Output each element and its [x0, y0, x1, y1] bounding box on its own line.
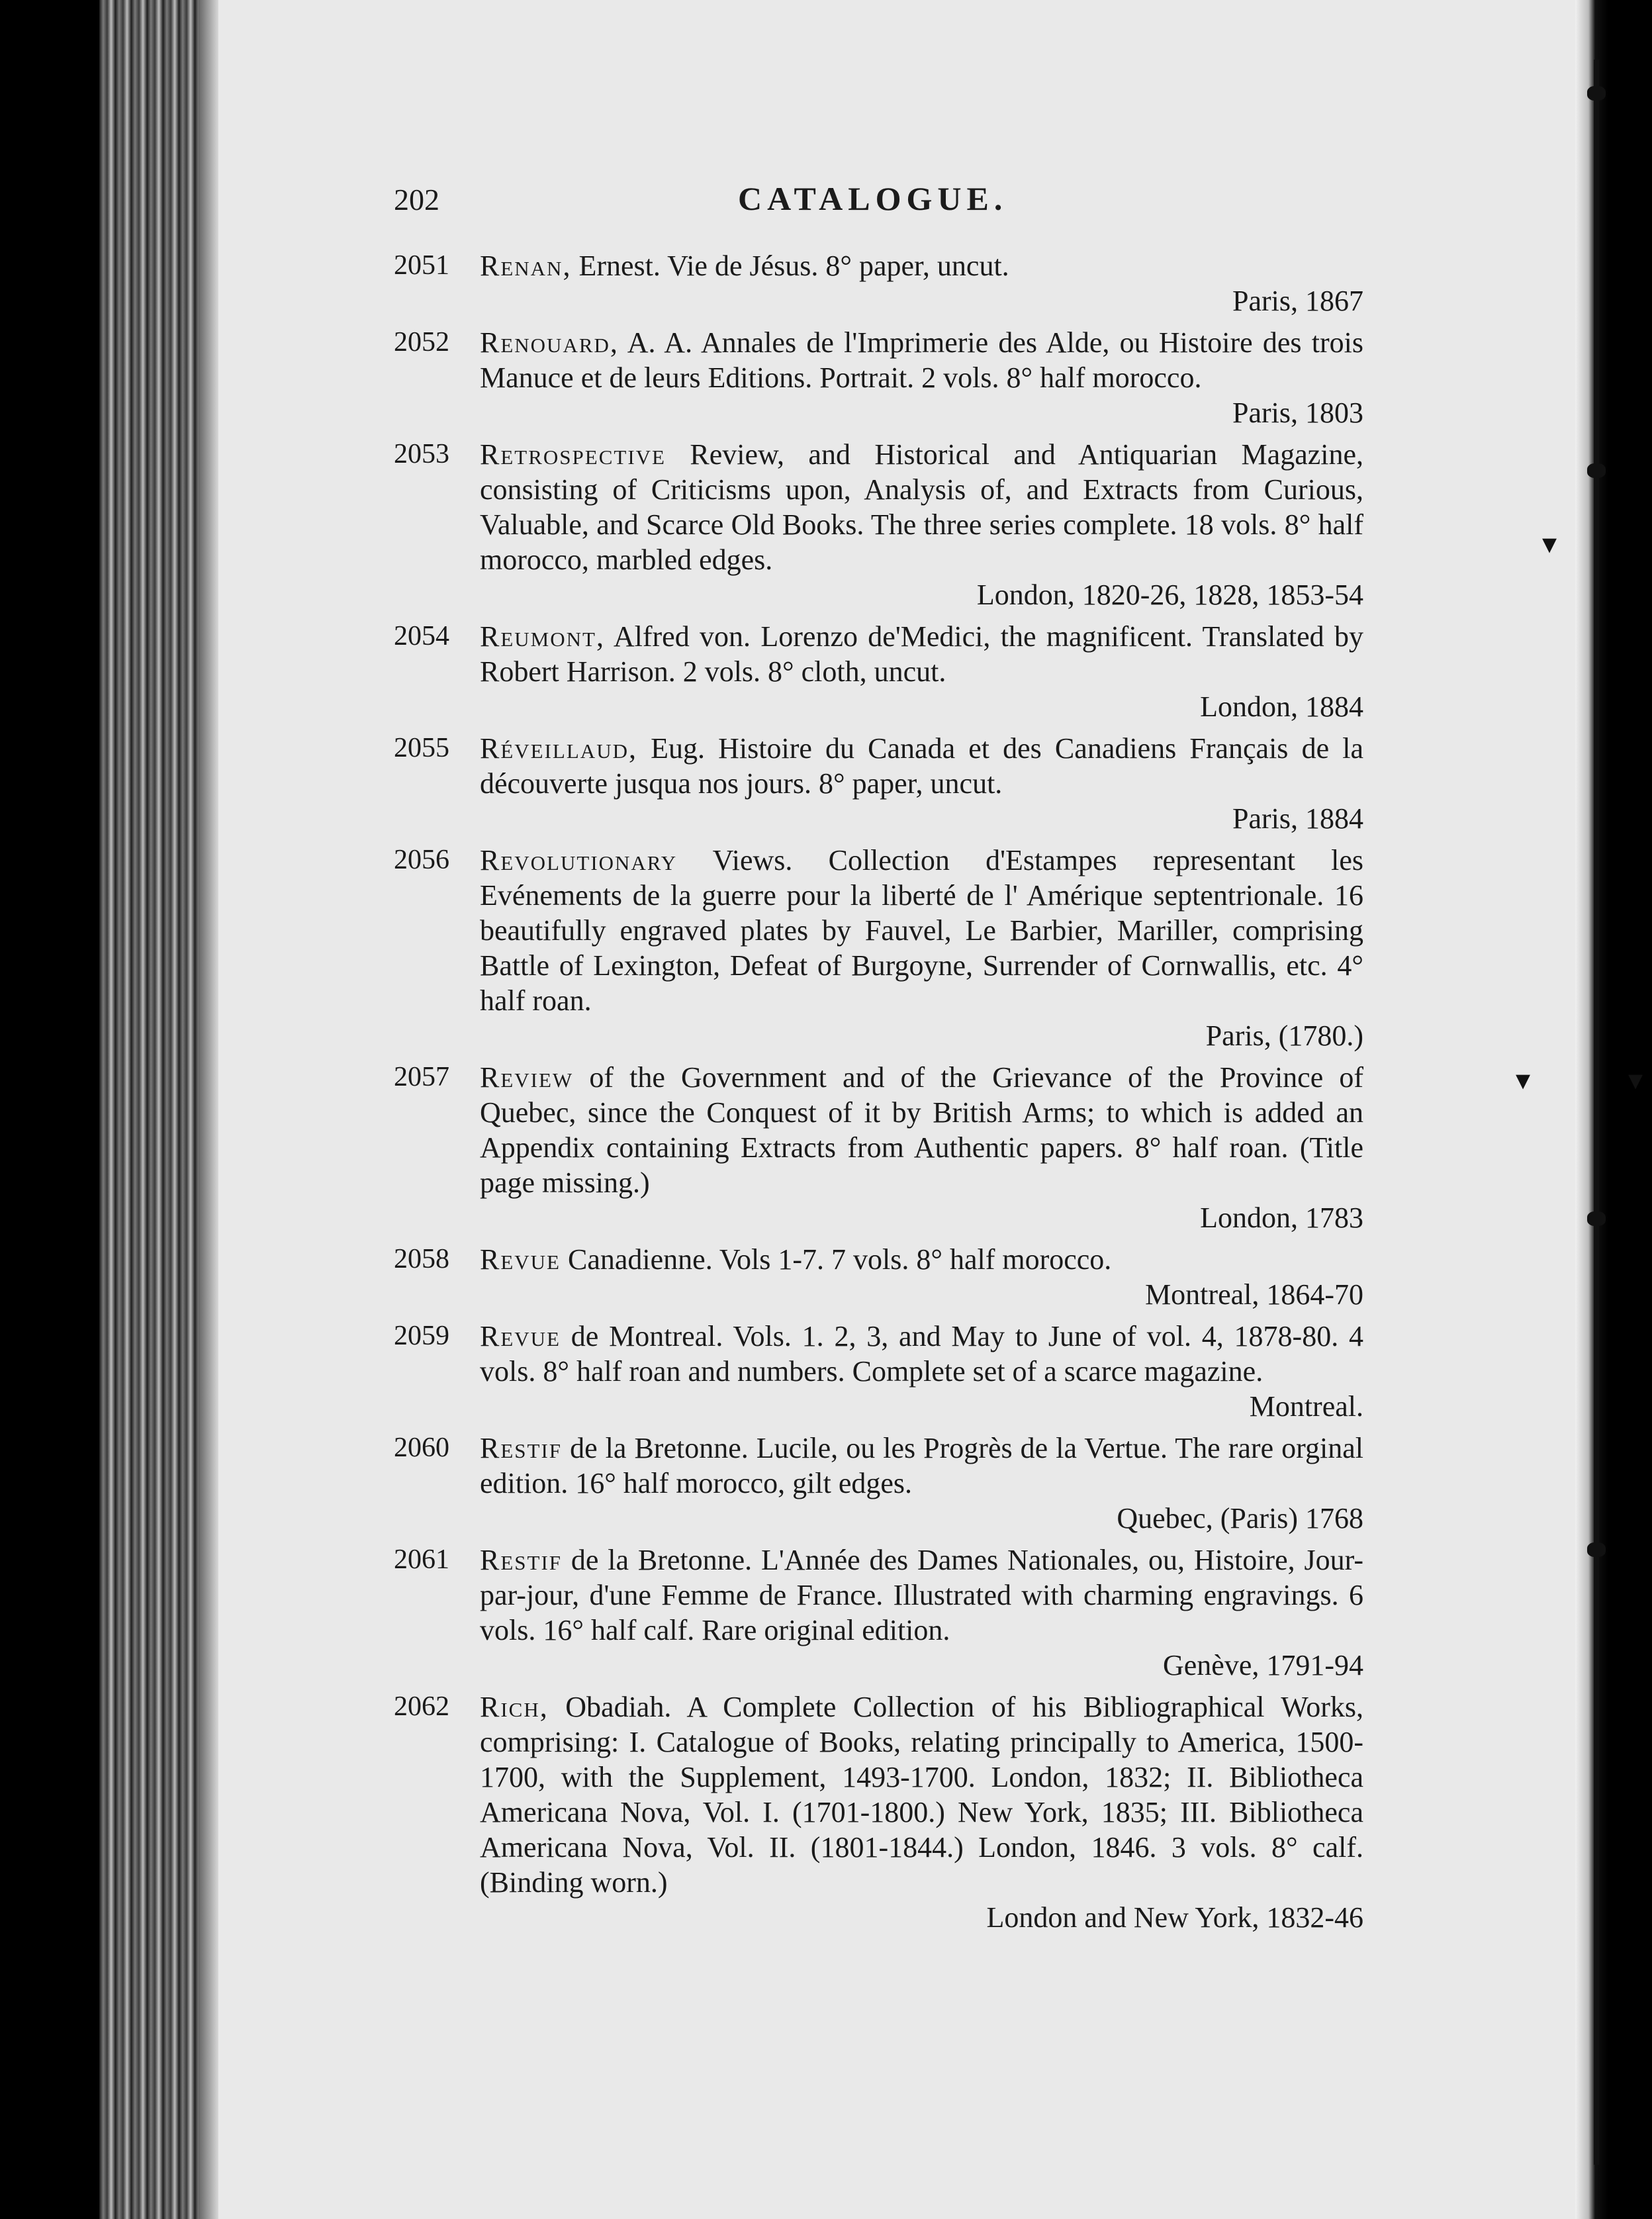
entry-description: Eug. Histoire du Canada et des Canadiens Français de la découverte jusqua nos jours. 8° paper, uncut.: [480, 732, 1363, 800]
book-page-edges: [99, 0, 199, 2219]
entry-number: 2057: [394, 1062, 449, 1092]
entry-imprint: Montreal, 1864-70: [1145, 1278, 1363, 1311]
entry-imprint: Paris, 1867: [1232, 285, 1363, 317]
entry-description: Obadiah. A Complete Collection of his Bibliographical Works, comprising: I. Catalogue of Books, relating principally to America, 1500-1700, with the Supplement, 1493-1700. London, 1832; II. Bibliotheca Americana Nova, Vol. I. (1701-1800.) New York, 1835; III. Bibliotheca Americana Nova, Vol. II. (1801-1844.) London, 1846. 3 vols. 8° calf. (Binding worn.): [480, 1691, 1363, 1899]
page-edge-shadow: [199, 0, 218, 2219]
catalogue-entry: [394, 248, 1363, 318]
entry-number: 2052: [394, 327, 449, 357]
entry-description: Review, and Historical and Antiquarian Magazine, consisting of Criticisms upon, Analysis of, and Extracts from Curious, Valuable, and Scarce Old Books. The three series complete. 18 vols. 8° half morocco, marbled edges.: [480, 438, 1363, 576]
entry-description: of the Government and of the Grievance of the Province of Quebec, since the Conquest of it by British Arms; to which is added an Appendix containing Extracts from Authentic papers. 8° half roan. (Title page missing.): [480, 1061, 1363, 1199]
catalogue-entry: [394, 1319, 1363, 1424]
entry-description: Canadienne. Vols 1-7. 7 vols. 8° half morocco.: [561, 1243, 1112, 1276]
entry-description: Views. Collection d'Estampes representant les Evénements de la guerre pour la liberté de l' Amérique septentrionale. 16 beautifully engraved plates by Fauvel, Le Barbier, Mariller, comprising Battle of Lexington, Defeat of Burgoyne, Surrender of Cornwallis, etc. 4° half roan.: [480, 844, 1363, 1017]
entry-imprint: London, 1820-26, 1828, 1853-54: [976, 579, 1363, 611]
entry-number: 2061: [394, 1544, 449, 1575]
entry-imprint: Genève, 1791-94: [1162, 1649, 1363, 1681]
entry-imprint: London and New York, 1832-46: [986, 1901, 1363, 1934]
catalogue-entry: [394, 1060, 1363, 1235]
entry-author: Revue: [480, 1320, 561, 1352]
entry-description: A. A. Annales de l'Imprimerie des Alde, ou Histoire des trois Manuce et de leurs Editions. Portrait. 2 vols. 8° half morocco.: [480, 326, 1363, 394]
catalogue-entries: [394, 248, 1363, 1942]
entry-author: Renouard,: [480, 326, 619, 359]
entry-number: 2062: [394, 1691, 449, 1722]
entry-author: Review: [480, 1061, 574, 1094]
entry-number: 2053: [394, 439, 449, 469]
catalogue-entry: [394, 731, 1363, 836]
entry-imprint: London, 1783: [1200, 1202, 1363, 1234]
entry-author: Rich,: [480, 1691, 549, 1723]
entry-author: Restif: [480, 1544, 563, 1576]
page-number: 202: [394, 183, 439, 216]
entry-imprint: Paris, (1780.): [1205, 1019, 1363, 1052]
entry-description: de la Bretonne. Lucile, ou les Progrès de la Vertue. The rare orginal edition. 16° half morocco, gilt edges.: [480, 1432, 1363, 1499]
catalogue-entry: [394, 1689, 1363, 1935]
entry-author: Revolutionary: [480, 844, 678, 876]
entry-description: Alfred von. Lorenzo de'Medici, the magnificent. Translated by Robert Harrison. 2 vols. 8° cloth, uncut.: [480, 620, 1363, 688]
entry-imprint: London, 1884: [1200, 690, 1363, 723]
binding-thread: [1594, 60, 1599, 2165]
entry-description: de Montreal. Vols. 1. 2, 3, and May to June of vol. 4, 1878-80. 4 vols. 8° half roan and numbers. Complete set of a scarce magazine.: [480, 1320, 1363, 1388]
catalogue-entry: [394, 1431, 1363, 1536]
margin-mark-icon: ▾: [1542, 528, 1557, 560]
entry-imprint: Montreal.: [1249, 1390, 1363, 1423]
entry-description: Ernest. Vie de Jésus. 8° paper, uncut.: [571, 250, 1009, 282]
entry-number: 2060: [394, 1433, 449, 1463]
margin-mark-icon: ▾: [1628, 1064, 1643, 1096]
running-head: CATALOGUE.: [738, 180, 1008, 217]
entry-number: 2059: [394, 1321, 449, 1351]
entry-author: Renan,: [480, 250, 572, 282]
binding-notch: [1587, 1542, 1606, 1557]
entry-number: 2058: [394, 1244, 449, 1274]
entry-number: 2051: [394, 250, 449, 281]
entry-author: Revue: [480, 1243, 561, 1276]
entry-author: Retrospective: [480, 438, 666, 471]
binding-notch: [1587, 86, 1606, 101]
entry-author: Réveillaud,: [480, 732, 637, 765]
page-header: [394, 182, 1373, 228]
catalogue-entry: [394, 843, 1363, 1053]
catalogue-entry: [394, 619, 1363, 724]
entry-number: 2054: [394, 621, 449, 651]
binding-notch: [1587, 463, 1606, 478]
entry-description: de la Bretonne. L'Année des Dames Nationales, ou, Histoire, Jour-par-jour, d'une Femme de France. Illustrated with charming engravings. 6 vols. 16° half calf. Rare original edition.: [480, 1544, 1363, 1646]
right-binding-edge: [1575, 0, 1608, 2219]
entry-number: 2055: [394, 733, 449, 763]
entry-author: Restif: [480, 1432, 563, 1464]
margin-mark-icon: ▾: [1516, 1064, 1531, 1096]
entry-author: Reumont,: [480, 620, 605, 653]
catalogue-entry: [394, 1242, 1363, 1312]
catalogue-entry: [394, 325, 1363, 430]
entry-imprint: Quebec, (Paris) 1768: [1117, 1502, 1363, 1534]
entry-number: 2056: [394, 845, 449, 875]
binding-notch: [1587, 1211, 1606, 1226]
entry-imprint: Paris, 1803: [1232, 397, 1363, 429]
catalogue-entry: [394, 437, 1363, 612]
catalogue-entry: [394, 1542, 1363, 1683]
entry-imprint: Paris, 1884: [1232, 802, 1363, 835]
